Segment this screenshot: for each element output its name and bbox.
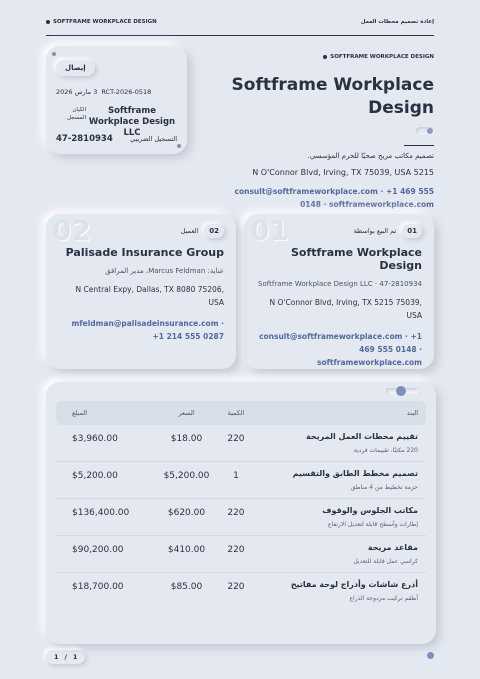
items-table bbox=[56, 401, 426, 609]
doc-title: إعادة تصميم محطات العمل bbox=[360, 18, 434, 25]
tax-registration bbox=[56, 134, 177, 144]
brand-address: N O'Connor Blvd, Irving, TX 75039, USA 5215 bbox=[252, 168, 434, 177]
item-title: مكاتب الجلوس والوقوف bbox=[322, 506, 418, 515]
seller-sub: Softframe Workplace Design LLC · 47-2810934 bbox=[258, 280, 422, 288]
brand-name bbox=[224, 74, 434, 120]
item-cell bbox=[252, 573, 426, 610]
item-sub: أطقم تركيب مزدوجة الذراع bbox=[349, 595, 418, 602]
seller-card bbox=[244, 214, 434, 369]
qty-cell: 220 bbox=[220, 499, 252, 536]
seller-brand bbox=[224, 54, 434, 211]
receipt-date: 3 مارس 2026 bbox=[56, 88, 98, 96]
price-cell: $620.00 bbox=[153, 499, 220, 536]
brand-small-label: SOFTFRAME WORKPLACE DESIGN bbox=[330, 54, 434, 60]
amount-cell: $90,200.00 bbox=[56, 536, 153, 573]
amount-cell: $5,200.00 bbox=[56, 462, 153, 499]
qty-cell: 1 bbox=[220, 462, 252, 499]
brand-toggle-row bbox=[224, 120, 434, 139]
receipt-card bbox=[46, 46, 187, 154]
table-row bbox=[56, 499, 426, 536]
table-row bbox=[56, 462, 426, 499]
client-name: Palisade Insurance Group bbox=[65, 246, 224, 259]
page-current: 1 bbox=[54, 653, 59, 661]
item-sub: حزمة تخطيط من 4 مناطق bbox=[350, 484, 418, 491]
table-row bbox=[56, 425, 426, 462]
seller-address: N O'Connor Blvd, Irving, TX 5215 75039, USA bbox=[269, 298, 422, 320]
client-sub: عناية: Marcus Feldman، مدير المرافق bbox=[105, 267, 224, 275]
brand-small bbox=[224, 54, 434, 60]
items-card bbox=[46, 382, 436, 644]
table-row bbox=[56, 573, 426, 610]
item-sub: كراسي عمل قابلة للتعديل bbox=[353, 558, 418, 565]
slider-icon bbox=[386, 388, 418, 394]
toggle-icon bbox=[416, 127, 434, 135]
item-cell bbox=[252, 499, 426, 536]
brand-contact: consult@softframeworkplace.com · +1 469 555 0148 · softframeworkplace.com bbox=[234, 187, 434, 209]
entity-value: Softframe Workplace Design LLC bbox=[88, 106, 176, 138]
brand-dot-icon bbox=[46, 20, 50, 24]
seller-label: تم البيع بواسطة bbox=[353, 227, 397, 235]
brand-name-text: Softframe Workplace Design bbox=[231, 75, 434, 118]
price-cell: $18.00 bbox=[153, 425, 220, 462]
client-num: 02 bbox=[204, 224, 224, 238]
table-header-row bbox=[56, 401, 426, 425]
entity-key: الكيان المسجل bbox=[66, 107, 86, 121]
corner-dot-icon bbox=[52, 52, 56, 56]
item-sub: 220 مكتبًا، تقييمات فردية bbox=[353, 447, 418, 454]
ghost-number: 01 bbox=[250, 214, 289, 247]
ghost-number: 02 bbox=[52, 214, 91, 247]
item-title: مقاعد مريحة bbox=[367, 543, 418, 552]
page-total: 1 bbox=[72, 653, 78, 661]
item-cell bbox=[252, 536, 426, 573]
item-sub: إطارات وأسطح قابلة لتعديل الارتفاع bbox=[327, 521, 418, 528]
top-brand bbox=[46, 19, 157, 25]
amount-cell: $3,960.00 bbox=[56, 425, 153, 462]
amount-cell: $18,700.00 bbox=[72, 582, 124, 592]
receipt-badge: إيصال bbox=[56, 60, 95, 76]
corner-dot-icon bbox=[177, 144, 181, 148]
col-price: السعر bbox=[153, 401, 220, 425]
table-row bbox=[56, 536, 426, 573]
col-qty: الكمية bbox=[220, 401, 252, 425]
qty-cell: 220 bbox=[220, 536, 252, 573]
price-cell: $410.00 bbox=[153, 536, 220, 573]
tax-key: التسجيل الضريبي bbox=[130, 135, 177, 143]
page-dot-icon bbox=[427, 652, 434, 659]
top-bar bbox=[46, 14, 434, 36]
seller-name: Softframe Workplace Design bbox=[291, 246, 422, 272]
client-address: N Central Expy, Dallas, TX 8080 75206, USA bbox=[75, 285, 224, 307]
qty-cell: 220 bbox=[227, 582, 245, 592]
client-contact: mfeldman@palisadeinsurance.com · +1 214 555 0287 bbox=[71, 319, 224, 341]
amount-cell: $136,400.00 bbox=[56, 499, 153, 536]
item-cell bbox=[252, 425, 426, 462]
receipt-number: RCT-2026-0518 bbox=[101, 88, 152, 96]
qty-cell: 220 bbox=[220, 425, 252, 462]
page-sep: / bbox=[64, 653, 67, 661]
brand-dot-icon bbox=[323, 55, 327, 59]
price-cell: $85.00 bbox=[170, 582, 203, 592]
brand-tagline: تصميم مكاتب مريح صحيًا للحرم المؤسسي. bbox=[307, 152, 434, 160]
top-brand-label: SOFTFRAME WORKPLACE DESIGN bbox=[53, 18, 157, 25]
col-item: البند bbox=[252, 401, 426, 425]
item-title: تصميم مخطط الطابق والتقسيم bbox=[292, 469, 418, 478]
price-cell: $5,200.00 bbox=[153, 462, 220, 499]
client-label: العميل bbox=[180, 227, 199, 235]
item-cell bbox=[252, 462, 426, 499]
seller-num: 01 bbox=[402, 224, 422, 238]
col-amount: المبلغ bbox=[56, 401, 153, 425]
item-title: أذرع شاشات وأدراج لوحة مفاتيح bbox=[290, 580, 418, 589]
item-title: تقييم محطات العمل المريحة bbox=[306, 432, 418, 441]
page-indicator bbox=[46, 650, 85, 664]
tax-value: 47-2810934 bbox=[56, 134, 113, 144]
receipt-id bbox=[56, 88, 151, 96]
divider bbox=[404, 145, 434, 146]
seller-contact: consult@softframeworkplace.com · +1 469 555 0148 · softframeworkplace.com bbox=[259, 332, 422, 367]
client-card bbox=[46, 214, 236, 369]
